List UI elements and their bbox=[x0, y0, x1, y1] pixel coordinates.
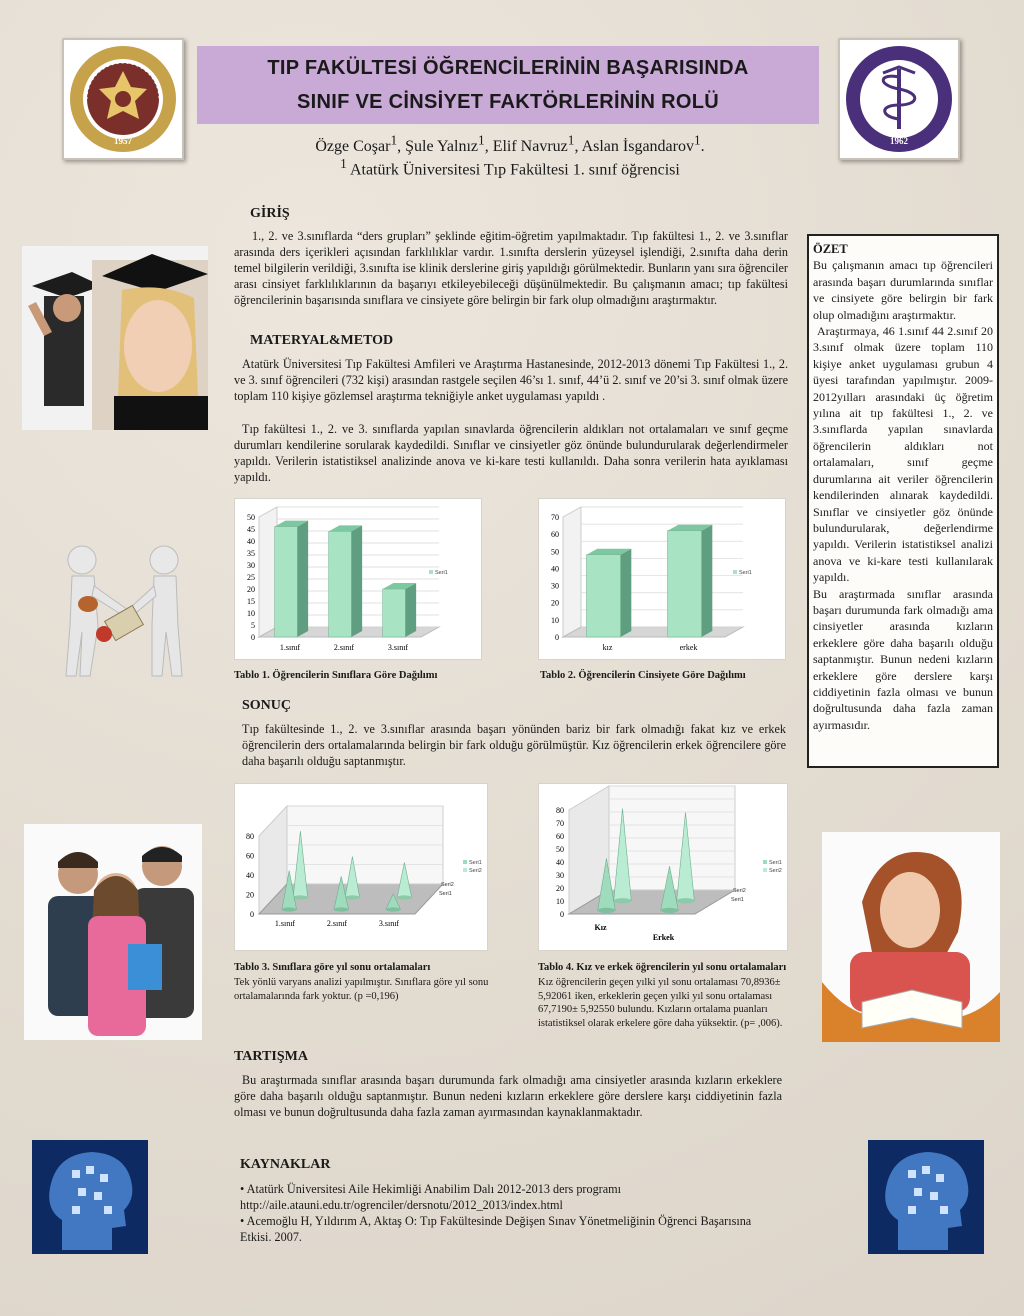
y-tick-label: 50 bbox=[247, 513, 255, 522]
graduate-photo bbox=[22, 246, 208, 430]
ozet-paragraph-1: Bu çalışmanın amacı tıp öğrencileri arasında başarı durumlarında sınıflar ve cinsiyete göre belirgin bir fark olup olmadığını araştırmaktır. bbox=[813, 258, 993, 322]
author-affiliation-sup: 1 bbox=[567, 133, 575, 148]
student-group-image-icon bbox=[24, 824, 202, 1040]
bar bbox=[667, 531, 701, 637]
legend-label: Seri1 bbox=[469, 860, 482, 866]
reference-list bbox=[240, 1181, 760, 1245]
cone-base bbox=[293, 895, 308, 899]
university-logo-right bbox=[838, 38, 960, 160]
cone-base bbox=[282, 907, 297, 911]
author-separator: , bbox=[574, 138, 582, 156]
legend-swatch bbox=[429, 570, 433, 574]
x-tick-label: 3.sınıf bbox=[387, 643, 409, 652]
girl-with-book-image-icon bbox=[822, 832, 1000, 1042]
depth-axis-label: Seri2 bbox=[441, 882, 454, 888]
bar bbox=[275, 527, 298, 637]
cone-base bbox=[614, 898, 632, 903]
author-separator: , bbox=[484, 138, 493, 156]
medical-faculty-seal-icon bbox=[843, 43, 955, 155]
y-tick-label: 25 bbox=[247, 573, 255, 582]
giris-text: 1., 2. ve 3.sınıflarda “ders grupları” şeklinde eğitim-öğretim yapılmaktadır. Tıp fakültesi 1., 2. ve 3.sınıflar arasında ders içerikleri açısından farklılıklar vardır. 1.sınıfta derslerin yüzeysel işlendiği, 2.sınıfta daha derin temel bilgilerin verildiği, 3.sınıfta ise klinik derslerine giriş yapıldığı görülmektedir. Bunların yanı sıra öğrenciler arası cinsiyet farklılıklarının da başarıyı etkileyebileceği düşünülmektedir. Bu çalışmanın amacı; tıp fakültesi öğrencilerinin başarısında sınıflara ve cinsiyete göre belirgin bir fark olup olmadığını araştırmaktır. bbox=[234, 229, 788, 307]
y-tick-label: 50 bbox=[556, 845, 564, 854]
y-tick-label: 50 bbox=[551, 547, 559, 557]
x-tick-label: 1.sınıf bbox=[279, 643, 301, 652]
chart-3-note: Tek yönlü varyans analizi yapılmıştır. Sınıflara göre yıl sonu ortalamalarında fark yoktur. (p =0,196) bbox=[234, 977, 489, 1002]
ozet-box bbox=[807, 234, 999, 768]
y-tick-label: 45 bbox=[247, 525, 255, 534]
chart-3-box bbox=[234, 783, 488, 951]
author-name: Özge Coşar bbox=[315, 138, 391, 156]
cone-base bbox=[677, 898, 695, 903]
cone-base bbox=[661, 908, 679, 913]
legend-swatch bbox=[763, 868, 767, 872]
poster-title-box bbox=[197, 46, 819, 124]
cone-base bbox=[345, 895, 360, 899]
legend-label: Seri1 bbox=[769, 860, 782, 866]
depth-axis-label: Seri1 bbox=[731, 897, 744, 903]
x-tick-label: erkek bbox=[679, 643, 698, 652]
chart-4-box bbox=[538, 783, 788, 951]
legend-label: Seri2 bbox=[469, 868, 482, 874]
x-tick-label: 1.sınıf bbox=[274, 919, 296, 928]
chart-4-note: Kız öğrencilerin geçen yılki yıl sonu ortalaması 70,8936± 5,92061 iken, erkeklerin geçen yılki yıl sonu ortalaması 67,7190± 5,92550 bulundu. Kızların ortalama puanları istatistiksel olarak erkelere göre daha yüksektir. (p= ,006). bbox=[538, 977, 783, 1029]
y-tick-label: 0 bbox=[251, 633, 255, 642]
legend-swatch bbox=[463, 868, 467, 872]
x-tick-label: kız bbox=[602, 643, 613, 652]
y-tick-label: 0 bbox=[555, 633, 559, 642]
y-tick-label: 60 bbox=[246, 851, 254, 861]
y-tick-label: 40 bbox=[247, 537, 255, 546]
reference-item: • Acemoğlu H, Yıldırım A, Aktaş O: Tıp Fakültesinde Değişen Sınav Yönetmeliğinin Öğrenci Başarısına Etkisi. 2007. bbox=[240, 1214, 752, 1244]
tartisma-text: Bu araştırmada sınıflar arasında başarı durumunda fark olmadığı ama cinsiyetler arasında kızların erkeklere göre daha başarılı olduğu saptanmıştır. Bunun nedeni kızların erkeklere göre derslere karşı ciddiyetinin fazla olması ve bunun doğrultusunda daha fazla zaman ayırmasından kaynaklanmaktadır. bbox=[234, 1073, 782, 1119]
poster-title-line1: TIP FAKÜLTESİ ÖĞRENCİLERİNİN BAŞARISINDA bbox=[267, 57, 749, 79]
y-tick-label: 35 bbox=[247, 549, 255, 558]
affiliation-text: Atatürk Üniversitesi Tıp Fakültesi 1. sınıf öğrencisi bbox=[346, 161, 680, 179]
metod-paragraph-1: Atatürk Üniversitesi Tıp Fakültesi Amfileri ve Araştırma Hastanesinde, 2012-2013 dönemi Tıp Fakültesi 1., 2. ve 3. sınıf öğrencileri (732 kişi) arasından rastgele seçilen 46’sı 1. sınıf, 44’ü 2. sınıf ve 20’si 3. sınıf olmak üzere toplam 110 kişiye gözlemsel araştırma tekniğiyle anket uygulaması yapıldı . bbox=[234, 357, 788, 403]
bar-side bbox=[702, 525, 713, 637]
digital-head-left bbox=[32, 1140, 148, 1254]
y-tick-label: 60 bbox=[551, 530, 559, 540]
bar bbox=[383, 589, 406, 637]
legend-label: Seri1 bbox=[435, 570, 448, 576]
y-tick-label: 30 bbox=[551, 581, 559, 591]
legend-label: Seri2 bbox=[769, 868, 782, 874]
poster-title-line2: SINIF VE CİNSİYET FAKTÖRLERİNİN ROLÜ bbox=[297, 91, 719, 113]
sonuc-heading: SONUÇ bbox=[242, 698, 292, 713]
y-tick-label: 0 bbox=[560, 910, 564, 919]
y-tick-label: 10 bbox=[247, 609, 255, 618]
affiliation bbox=[200, 156, 820, 179]
author-separator: , bbox=[397, 138, 406, 156]
y-tick-label: 10 bbox=[556, 897, 564, 906]
x-tick-label: Erkek bbox=[652, 933, 675, 942]
y-tick-label: 20 bbox=[551, 598, 559, 608]
chart-2-box bbox=[538, 498, 786, 660]
chart-1-box bbox=[234, 498, 482, 660]
class-distribution-chart bbox=[235, 499, 483, 661]
bar-side bbox=[297, 521, 308, 637]
y-tick-label: 30 bbox=[556, 871, 564, 880]
y-tick-label: 20 bbox=[247, 585, 255, 594]
depth-axis-label: Seri2 bbox=[733, 888, 746, 894]
handshake-figure bbox=[36, 540, 206, 678]
y-tick-label: 30 bbox=[247, 561, 255, 570]
legend-swatch bbox=[763, 860, 767, 864]
ozet-paragraph-2: Araştırmaya, 46 1.sınıf 44 2.sınıf 20 3.sınıf olmak üzere toplam 110 kişiye anket uygulaması grubun 4 üyesi tarafından yapılmıştır. 2009-2012yılları arasındaki üç öğretim yılına ait tıp fakültesi 1., 2. ve 3.sınıflarda yapılan sınavlarda öğrencilerin aldıkları not ortalamaları, sınıf geçme durumlarına ait veriler öğrencilerin kendilerinden alınarak kaydedildi. Sınıflar ve cinsiyetler göz önünde bulundurularak, değerlendirme yapıldı. Verilerin istatistiksel analizi anova ve ki-kare testi kullanılarak yapıldı. bbox=[813, 324, 993, 585]
ozet-paragraph-3: Bu araştırmada sınıflar arasında başarı durumunda fark olmadığı ama cinsiyetler arasında kızların erkeklere göre daha başarılı olduğu saptanmıştır. Bunun nedeni kızların erkeklere göre derslere karşı ciddiyetinin fazla olması ve bunun doğrultusunda daha fazla zaman ayırmasıdır. bbox=[813, 586, 993, 732]
chart-2-caption: Tablo 2. Öğrencilerin Cinsiyete Göre Dağılımı bbox=[540, 670, 746, 681]
y-tick-label: 40 bbox=[556, 858, 564, 867]
y-tick-label: 20 bbox=[246, 890, 254, 900]
legend-label: Seri1 bbox=[739, 570, 752, 576]
reference-item: • Atatürk Üniversitesi Aile Hekimliği Anabilim Dalı 2012-2013 ders programı http://aile.atauni.edu.tr/ogrenciler/dersnotu/2012_2013/index.html bbox=[240, 1182, 622, 1212]
ozet-heading: ÖZET bbox=[813, 242, 848, 256]
y-tick-label: 70 bbox=[551, 513, 559, 522]
bar-side bbox=[405, 583, 416, 637]
digital-head-icon bbox=[868, 1140, 984, 1254]
cone-base bbox=[598, 908, 616, 913]
author-name: Aslan İsgandarov bbox=[581, 138, 694, 156]
cone-base bbox=[334, 907, 349, 911]
digital-head-right bbox=[868, 1140, 984, 1254]
author-name: Elif Navruz bbox=[492, 138, 568, 156]
students-group-photo bbox=[24, 824, 202, 1040]
x-tick-label: 2.sınıf bbox=[333, 643, 355, 652]
chart-side-wall bbox=[259, 507, 277, 637]
bar bbox=[329, 531, 352, 637]
sonuc-text: Tıp fakültesinde 1., 2. ve 3.sınıflar arasında başarı yönünden bariz bir fark olmadığı fakat kız ve erkek öğrencilerin ders ortalamalarında belirgin bir fark olduğu görülmüştür. Kız öğrencilerin erkek öğrencilere göre daha başarılı olduğu saptanmıştır. bbox=[242, 722, 786, 768]
gender-average-chart bbox=[539, 784, 789, 952]
author-name: Şule Yalnız bbox=[405, 138, 479, 156]
gender-distribution-chart bbox=[539, 499, 787, 661]
metod-heading: MATERYAL&METOD bbox=[250, 333, 394, 348]
y-tick-label: 80 bbox=[556, 806, 564, 815]
cone-base bbox=[397, 895, 412, 899]
class-average-chart bbox=[235, 784, 489, 952]
affiliation-sup: 1 bbox=[340, 156, 347, 171]
metod-paragraph-2: Tıp fakültesi 1., 2. ve 3. sınıflarda yapılan sınavlarda öğrencilerin aldıkları not ortalamaları ve sınıf geçme durumları kendilerine sorularak kaydedildi. Sınıflar ve cinsiyetler göz önünde bulundurularak değerlendirmeler yapıldı. Verilerin istatistiksel analizinde anova ve ki-kare testi kullanıldı. Daha sonra verilerin hata ayıklaması yapıldı. bbox=[234, 422, 788, 484]
y-tick-label: 40 bbox=[246, 871, 254, 880]
author-list bbox=[200, 133, 820, 156]
y-tick-label: 60 bbox=[556, 832, 564, 841]
author-names bbox=[315, 133, 705, 156]
legend-swatch bbox=[733, 570, 737, 574]
y-tick-label: 80 bbox=[246, 832, 254, 841]
digital-head-icon bbox=[32, 1140, 148, 1254]
y-tick-label: 10 bbox=[551, 615, 559, 625]
legend-swatch bbox=[463, 860, 467, 864]
author-affiliation-sup: 1 bbox=[693, 133, 701, 148]
author-affiliation-sup: 1 bbox=[390, 133, 398, 148]
y-tick-label: 40 bbox=[551, 564, 559, 574]
people-exchanging-icon bbox=[36, 540, 206, 678]
tartisma-heading: TARTIŞMA bbox=[234, 1049, 308, 1064]
chart-1-caption: Tablo 1. Öğrencilerin Sınıflara Göre Dağılımı bbox=[234, 670, 438, 681]
graduates-image-icon bbox=[22, 246, 208, 430]
bar-side bbox=[351, 525, 362, 637]
y-tick-label: 70 bbox=[556, 819, 564, 828]
y-tick-label: 20 bbox=[556, 884, 564, 893]
bar bbox=[586, 555, 620, 637]
x-tick-label: 2.sınıf bbox=[326, 919, 348, 928]
x-tick-label: 3.sınıf bbox=[378, 919, 400, 928]
depth-axis-label: Seri1 bbox=[439, 891, 452, 897]
y-tick-label: 5 bbox=[251, 621, 255, 630]
y-tick-label: 0 bbox=[250, 910, 254, 919]
ataturk-university-seal-icon bbox=[67, 43, 179, 155]
kaynaklar-heading: KAYNAKLAR bbox=[240, 1157, 331, 1172]
cone-base bbox=[386, 907, 401, 911]
seal-year: 1957 bbox=[114, 136, 132, 146]
author-affiliation-sup: 1 bbox=[478, 133, 485, 148]
chart-4-caption: Tablo 4. Kız ve erkek öğrencilerin yıl sonu ortalamaları bbox=[538, 962, 787, 973]
chart-side-wall bbox=[563, 507, 581, 637]
y-tick-label: 15 bbox=[247, 597, 255, 606]
giris-heading: GİRİŞ bbox=[250, 206, 290, 221]
university-logo-left bbox=[62, 38, 184, 160]
bar-side bbox=[621, 549, 632, 637]
seal-year: 1962 bbox=[890, 136, 908, 146]
author-separator: . bbox=[700, 138, 705, 156]
reading-girl-photo bbox=[822, 832, 1000, 1042]
chart-3-caption: Tablo 3. Sınıflara göre yıl sonu ortalamaları bbox=[234, 962, 431, 973]
x-tick-label: Kız bbox=[594, 923, 607, 932]
